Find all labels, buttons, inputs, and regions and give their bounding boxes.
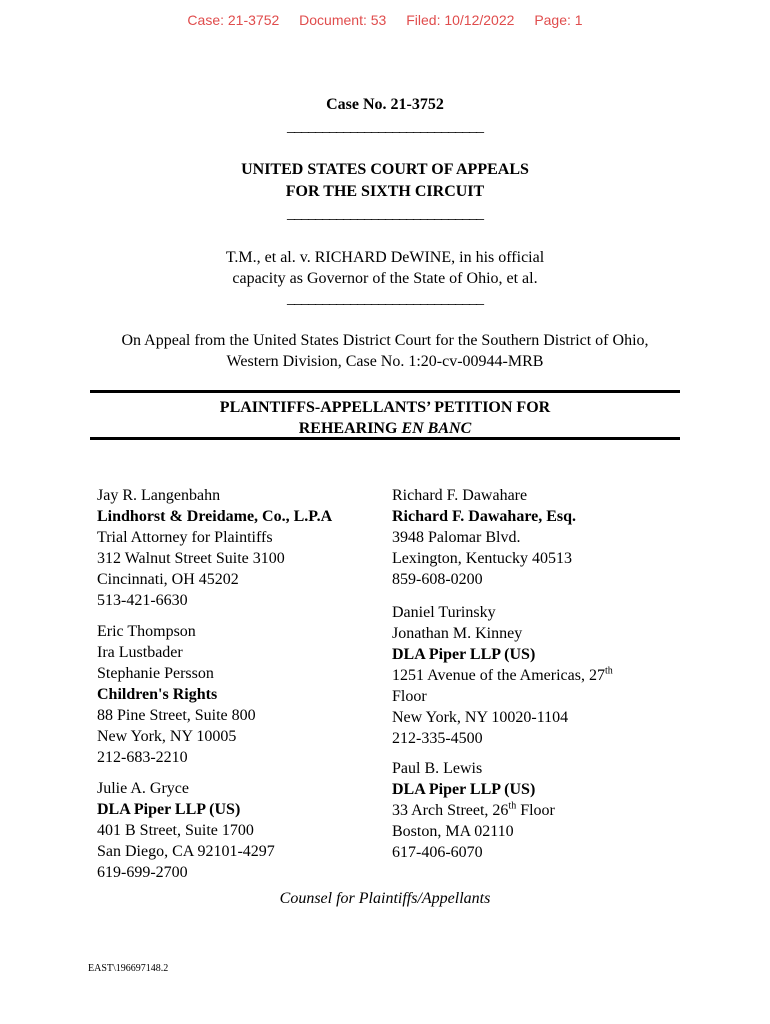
address-line: San Diego, CA 92101-4297: [97, 843, 275, 860]
attorney-name: Eric Thompson: [97, 623, 196, 640]
address-line: 88 Pine Street, Suite 800: [97, 707, 256, 724]
address-text: 1251 Avenue of the Americas, 27: [392, 667, 605, 684]
address-text: 33 Arch Street, 26: [392, 802, 509, 819]
attorney-name: Jonathan M. Kinney: [392, 625, 523, 642]
phone-number: 212-683-2210: [97, 749, 188, 766]
address-text: Floor: [516, 802, 555, 819]
address-line: Boston, MA 02110: [392, 823, 514, 840]
appeal-line1: On Appeal from the United States District Court for the Southern District of Ohio,: [121, 332, 649, 349]
separator-rule: ____________________________: [287, 118, 483, 135]
attorney-title: Trial Attorney for Plaintiffs: [97, 529, 273, 546]
attorney-name: Julie A. Gryce: [97, 780, 189, 797]
header-document: Document: 53: [299, 12, 387, 28]
header-page: Page: 1: [534, 12, 583, 28]
petition-en-banc: EN BANC: [401, 420, 472, 437]
address-line: [392, 665, 613, 686]
attorney-name: Stephanie Persson: [97, 665, 214, 682]
address-line: 312 Walnut Street Suite 3100: [97, 550, 285, 567]
court-name-line2: FOR THE SIXTH CIRCUIT: [285, 183, 485, 200]
attorney-name: Ira Lustbader: [97, 644, 183, 661]
address-line: Floor: [392, 688, 427, 705]
separator-rule: ____________________________: [287, 205, 483, 222]
pdf-filing-header: [0, 12, 770, 28]
counsel-designation: Counsel for Plaintiffs/Appellants: [279, 890, 491, 907]
counsel-right-column: [392, 485, 613, 863]
counsel-left-column: [97, 485, 332, 883]
header-case: Case: 21-3752: [187, 12, 280, 28]
firm-name: Richard F. Dawahare, Esq.: [392, 508, 577, 525]
address-line: Cincinnati, OH 45202: [97, 571, 239, 588]
phone-number: 617-406-6070: [392, 844, 483, 861]
firm-name: Children's Rights: [97, 686, 218, 703]
phone-number: 619-699-2700: [97, 864, 188, 881]
document-footer-id: EAST\196697148.2: [88, 963, 169, 974]
address-line: New York, NY 10020-1104: [392, 709, 569, 726]
phone-number: 859-608-0200: [392, 571, 483, 588]
firm-name: Lindhorst & Dreidame, Co., L.P.A: [97, 508, 333, 525]
court-name-line1: UNITED STATES COURT OF APPEALS: [241, 161, 529, 178]
attorney-name: Jay R. Langenbahn: [97, 487, 221, 504]
case-number: Case No. 21-3752: [326, 96, 444, 113]
appeal-line2: Western Division, Case No. 1:20-cv-00944-MRB: [226, 353, 544, 370]
firm-name: DLA Piper LLP (US): [392, 781, 536, 798]
phone-number: 212-335-4500: [392, 730, 483, 747]
ordinal-suffix: th: [508, 800, 517, 812]
petition-prefix: REHEARING: [298, 420, 402, 437]
attorney-name: Daniel Turinsky: [392, 604, 496, 621]
horizontal-rule-bottom: [90, 437, 680, 440]
address-line: 401 B Street, Suite 1700: [97, 822, 254, 839]
address-line: [392, 800, 613, 821]
address-line: New York, NY 10005: [97, 728, 237, 745]
attorney-name: Richard F. Dawahare: [392, 487, 528, 504]
caption-line2: capacity as Governor of the State of Ohio, et al.: [232, 270, 538, 287]
firm-name: DLA Piper LLP (US): [97, 801, 241, 818]
address-line: 3948 Palomar Blvd.: [392, 529, 521, 546]
attorney-name: Paul B. Lewis: [392, 760, 483, 777]
petition-title-line1: PLAINTIFFS-APPELLANTS’ PETITION FOR: [219, 399, 551, 416]
address-line: Lexington, Kentucky 40513: [392, 550, 572, 567]
header-filed: Filed: 10/12/2022: [406, 12, 515, 28]
firm-name: DLA Piper LLP (US): [392, 646, 536, 663]
separator-rule: ____________________________: [287, 290, 483, 307]
caption-line1: T.M., et al. v. RICHARD DeWINE, in his official: [225, 249, 545, 266]
ordinal-suffix: th: [604, 665, 613, 677]
horizontal-rule-top: [90, 390, 680, 393]
phone-number: 513-421-6630: [97, 592, 188, 609]
